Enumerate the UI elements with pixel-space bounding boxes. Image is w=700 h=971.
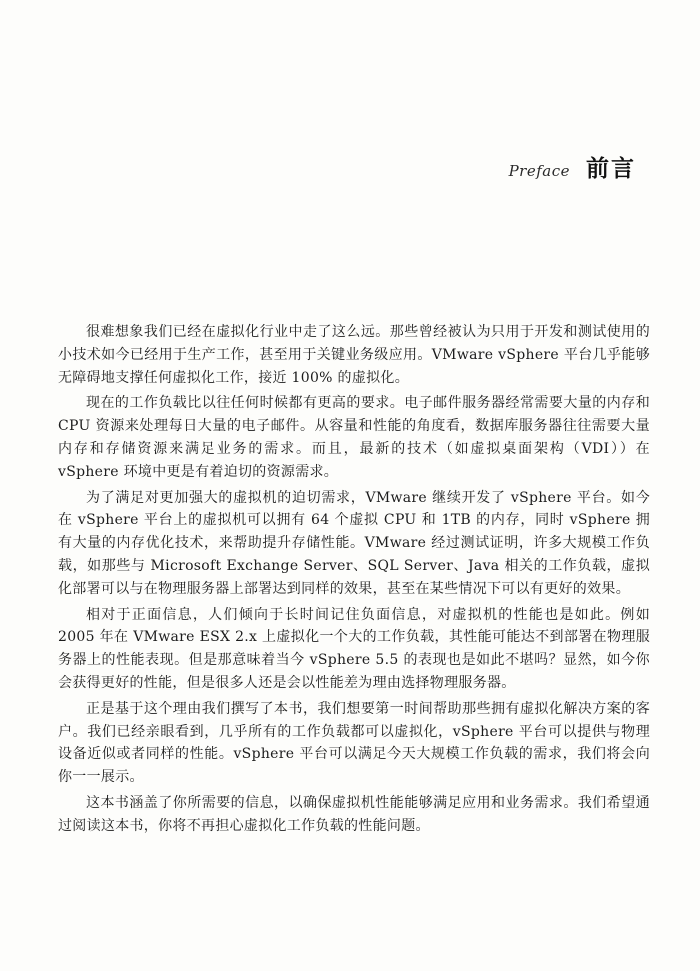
paragraph: 相对于正面信息，人们倾向于长时间记住负面信息，对虚拟机的性能也是如此。例如 2005 年在 VMware ESX 2.x 上虚拟化一个大的工作负载，其性能可能达不到部署在物理服务器上的性能表现。但是那意味着当今 vSphere 5.5 的表现也是如此不堪吗？显然，如今你会获得更好的性能，但是很多人还是会以性能差为理由选择物理服务器。	[58, 606, 650, 691]
chapter-title: 前言	[586, 156, 636, 182]
chapter-heading	[509, 150, 636, 183]
preface-body	[58, 321, 650, 841]
paragraph: 这本书涵盖了你所需要的信息，以确保虚拟机性能能够满足应用和业务需求。我们希望通过阅读这本书，你将不再担心虚拟化工作负载的性能问题。	[58, 794, 650, 834]
paragraph: 为了满足对更加强大的虚拟机的迫切需求，VMware 继续开发了 vSphere 平台。如今在 vSphere 平台上的虚拟机可以拥有 64 个虚拟 CPU 和 1TB 的内存，同时 vSphere 拥有大量的内存优化技术，来帮助提升存储性能。VMware 经过测试证明，许多大规模工作负载，如那些与 Microsoft Exchange Server、SQL Server、Java 相关的工作负载，虚拟化部署可以与在物理服务器上部署达到同样的效果，甚至在某些情况下可以有更好的效果。	[58, 489, 650, 597]
paragraph: 现在的工作负载比以往任何时候都有更高的要求。电子邮件服务器经常需要大量的内存和 CPU 资源来处理每日大量的电子邮件。从容量和性能的角度看，数据库服务器往往需要大量内存和存储资源来满足业务的需求。而且，最新的技术（如虚拟桌面架构（VDI））在 vSphere 环境中更是有着迫切的资源需求。	[58, 395, 650, 480]
chapter-latin-title: Preface	[508, 162, 570, 180]
paragraph: 正是基于这个理由我们撰写了本书，我们想要第一时间帮助那些拥有虚拟化解决方案的客户。我们已经亲眼看到，几乎所有的工作负载都可以虚拟化，vSphere 平台可以提供与物理设备近似或者同样的性能。vSphere 平台可以满足今天大规模工作负载的需求，我们将会向你一一展示。	[58, 700, 650, 786]
paragraph: 很难想象我们已经在虚拟化行业中走了这么远。那些曾经被认为只用于开发和测试使用的小技术如今已经用于生产工作，甚至用于关键业务级应用。VMware vSphere 平台几乎能够无障碍地支撑任何虚拟化工作，接近 100% 的虚拟化。	[58, 324, 650, 386]
